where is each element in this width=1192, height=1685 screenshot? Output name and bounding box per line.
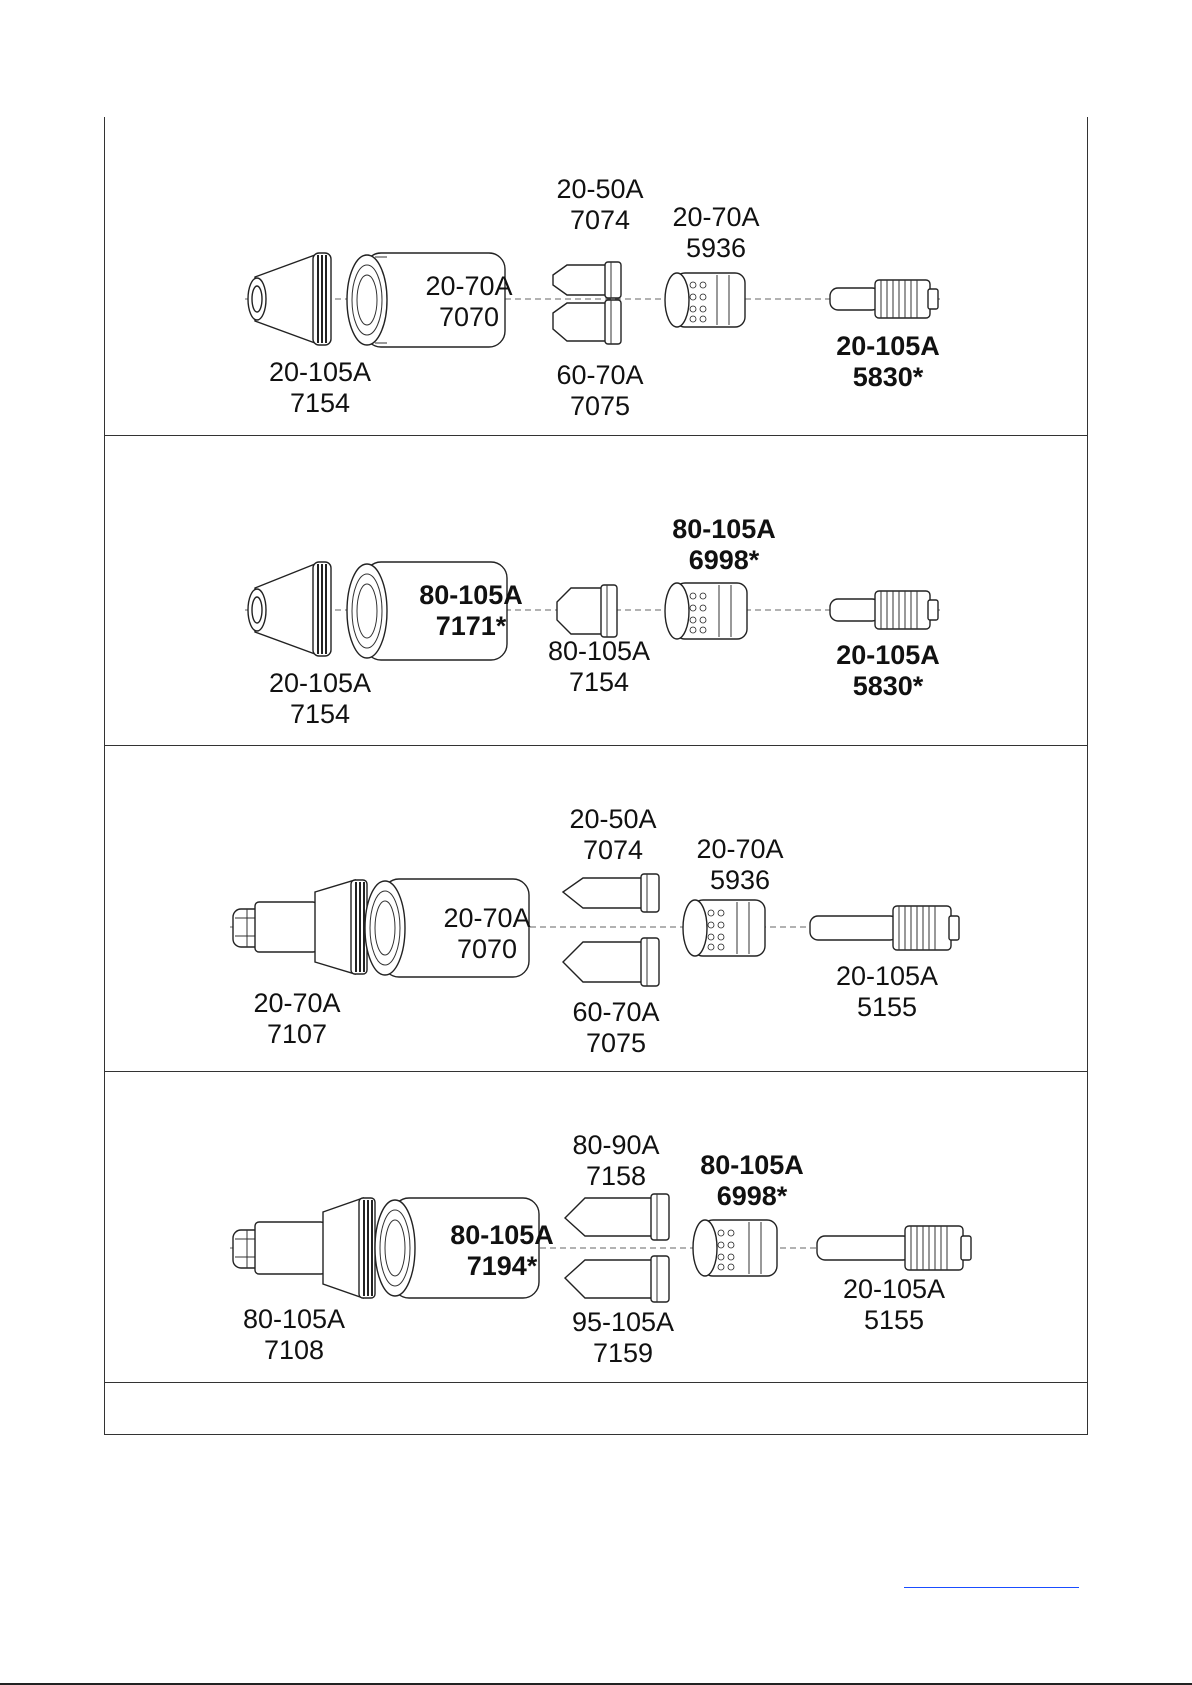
- drag-shield-illustration: [233, 1198, 375, 1298]
- part-label: 20-105A 7154: [268, 668, 372, 729]
- part-label: 20-105A 5830*: [836, 640, 940, 701]
- part-label: 20-105A 7154: [268, 357, 372, 418]
- nozzle-illustration-top: [563, 874, 659, 912]
- part-label: 20-70A 7070: [443, 903, 531, 964]
- electrode-illustration: [817, 1226, 971, 1270]
- consumables-row-1: [105, 117, 1085, 435]
- part-label: 20-70A 7107: [253, 988, 341, 1049]
- electrode-illustration: [810, 906, 959, 950]
- consumables-row-4: [105, 1072, 1085, 1382]
- shield-cap-illustration: [248, 562, 331, 656]
- nozzle-illustration-bottom: [563, 938, 659, 986]
- shield-cap-illustration: [248, 253, 331, 345]
- part-label: 95-105A 7159: [571, 1307, 675, 1368]
- part-label: 80-105A 7171*: [419, 580, 523, 641]
- swirl-ring-illustration: [693, 1220, 777, 1276]
- part-label: 20-70A 7070: [425, 271, 513, 332]
- swirl-ring-illustration: [683, 900, 765, 956]
- consumables-row-2: [105, 436, 1085, 745]
- part-label: 20-50A 7074: [556, 174, 644, 235]
- consumables-row-3: [105, 746, 1085, 1071]
- part-label: 20-70A 5936: [696, 834, 784, 895]
- electrode-illustration: [830, 591, 938, 629]
- part-label: 80-105A 7108: [242, 1304, 346, 1365]
- part-label: 80-105A 6998*: [672, 514, 776, 575]
- part-label: 80-105A 7154: [547, 636, 651, 697]
- part-label: 20-70A 5936: [672, 202, 760, 263]
- nozzle-illustration-bottom: [565, 1256, 669, 1302]
- row-divider: [104, 1382, 1087, 1383]
- nozzle-illustration-top: [553, 262, 621, 298]
- part-label: 60-70A 7075: [556, 360, 644, 421]
- part-label: 20-105A 5155: [835, 961, 939, 1022]
- nozzle-illustration: [557, 585, 617, 637]
- drag-shield-illustration: [233, 880, 367, 974]
- part-label: 80-105A 7194*: [450, 1220, 554, 1281]
- nozzle-illustration-bottom: [553, 300, 621, 344]
- electrode-illustration: [830, 280, 938, 318]
- part-label: 20-105A 5830*: [836, 331, 940, 392]
- part-label: 60-70A 7075: [572, 997, 660, 1058]
- part-label: 80-105A 6998*: [700, 1150, 804, 1211]
- swirl-ring-illustration: [665, 583, 747, 639]
- part-label: 20-105A 5155: [842, 1274, 946, 1335]
- swirl-ring-illustration: [665, 273, 745, 327]
- nozzle-illustration-top: [565, 1194, 669, 1240]
- part-label: 20-50A 7074: [569, 804, 657, 865]
- hyperlink-underline[interactable]: [904, 1587, 1079, 1588]
- part-label: 80-90A 7158: [572, 1130, 660, 1191]
